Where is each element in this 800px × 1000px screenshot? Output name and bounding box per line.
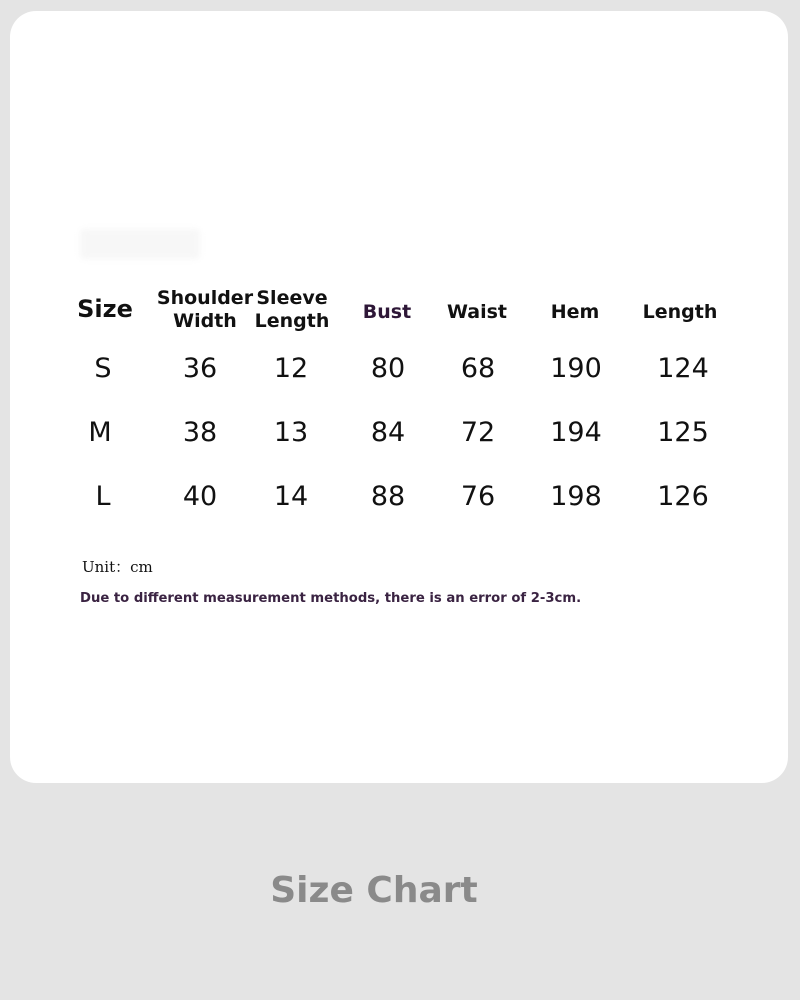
cell-size: S xyxy=(94,353,112,384)
cell-waist: 68 xyxy=(460,353,496,384)
cell-hem: 190 xyxy=(550,353,602,384)
header-waist: Waist xyxy=(446,301,507,323)
cell-length: 124 xyxy=(657,353,709,384)
cell-sleeve-length: 14 xyxy=(273,481,309,512)
unit-label: Unit：cm xyxy=(82,558,153,576)
cell-sleeve-length: 12 xyxy=(273,353,309,384)
cell-length: 126 xyxy=(657,481,709,512)
faded-watermark xyxy=(80,229,200,259)
cell-shoulder-width: 36 xyxy=(182,353,218,384)
size-chart-title: Size Chart xyxy=(270,870,478,911)
header-sleeve-length-line2: Length xyxy=(254,310,330,332)
size-chart-card xyxy=(10,11,788,783)
header-size: Size xyxy=(77,295,133,323)
cell-size: L xyxy=(95,481,111,512)
header-sleeve-length xyxy=(242,287,342,333)
cell-bust: 84 xyxy=(370,417,406,448)
cell-shoulder-width: 40 xyxy=(182,481,218,512)
header-length: Length xyxy=(642,301,718,323)
cell-waist: 72 xyxy=(460,417,496,448)
header-sleeve-length-line1: Sleeve xyxy=(256,287,328,309)
header-shoulder-width-line2: Width xyxy=(173,310,237,332)
cell-hem: 198 xyxy=(550,481,602,512)
header-hem: Hem xyxy=(550,301,600,323)
cell-bust: 88 xyxy=(370,481,406,512)
cell-length: 125 xyxy=(657,417,709,448)
cell-waist: 76 xyxy=(460,481,496,512)
cell-bust: 80 xyxy=(370,353,406,384)
cell-hem: 194 xyxy=(550,417,602,448)
cell-shoulder-width: 38 xyxy=(182,417,218,448)
cell-sleeve-length: 13 xyxy=(273,417,309,448)
header-bust: Bust xyxy=(362,301,412,323)
measurement-note: Due to different measurement methods, there is an error of 2-3cm. xyxy=(80,591,582,606)
cell-size: M xyxy=(88,417,112,448)
header-shoulder-width-line1: Shoulder xyxy=(156,287,254,309)
